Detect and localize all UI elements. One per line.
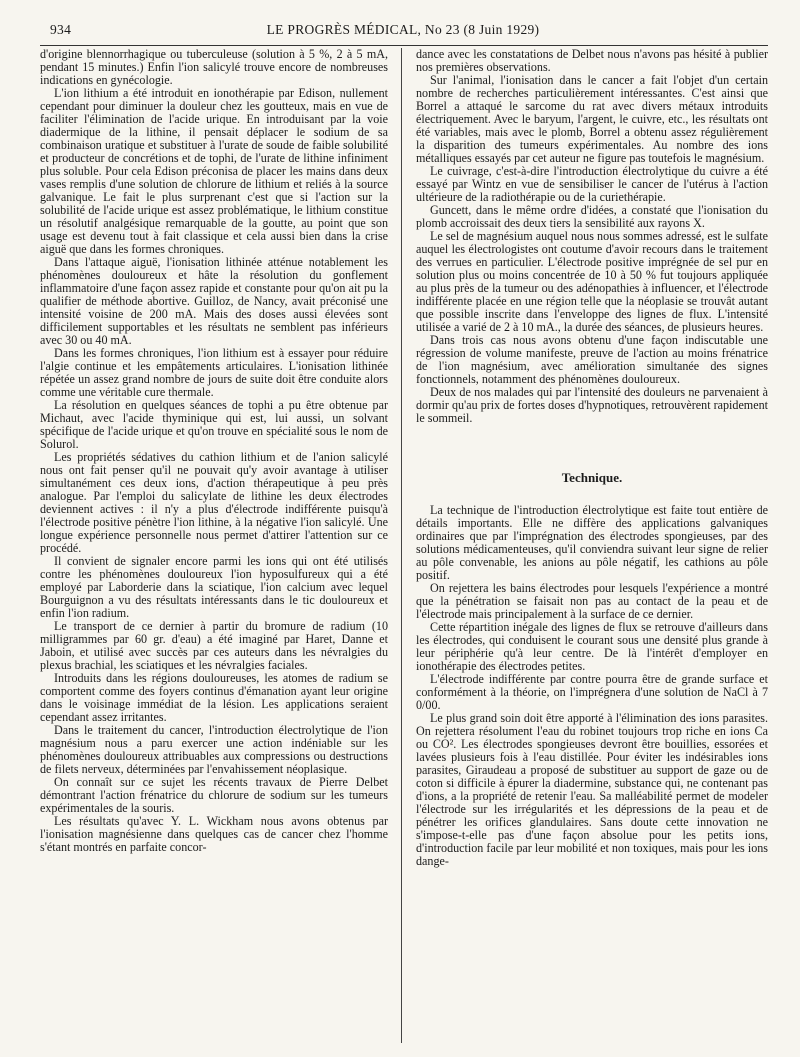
right-column — [416, 48, 768, 1043]
section-heading: Technique. — [561, 470, 623, 485]
journal-title: LE PROGRÈS MÉDICAL, No 23 (8 Juin 1929) — [266, 22, 540, 37]
paragraph: La résolution en quelques séances de tophi a pu être obtenue par Michaut, avec l'acide thyminique qui est, lui aussi, un solvant spécifique de l'acide urique et qu'on trouve en spécialité sous le nom de Solurol. — [40, 398, 388, 451]
paragraph: L'électrode indifférente par contre pourra être de grande surface et conformément à la théorie, on l'imprégnera d'une solution de NaCl à 7 0/00. — [416, 672, 768, 712]
paragraph: Les résultats qu'avec Y. L. Wickham nous avons obtenus par l'ionisation magnésienne dans quelques cas de cancer chez l'homme s'étant montrés en parfaite concor- — [40, 814, 388, 854]
paragraph: Cette répartition inégale des lignes de flux se retrouve d'ailleurs dans les électrodes, qui conduisent le courant sous une densité plus grande à leur périphérie qu'à leur centre. De là l'intérêt d'employer en ionothérapie des électrodes petites. — [416, 620, 768, 673]
left-column — [40, 48, 388, 1043]
paragraph: Sur l'animal, l'ionisation dans le cancer a fait l'objet d'un certain nombre de recherches particulièrement intéressantes. C'est ainsi que Borrel a attaqué le sarcome du rat avec divers métaux introduits électriquement. Avec le baryum, l'argent, le cuivre, etc., les résultats ont été variables, mais avec le plomb, Borrel a obtenu assez régulièrement la disparition des tumeurs expérimentales. Au nombre des ions métalliques essayés par cet auteur ne figure pas toutefois le magnésium. — [416, 73, 768, 165]
paragraph: On connaît sur ce sujet les récents travaux de Pierre Delbet démontrant l'action frénatrice du chlorure de sodium sur les tumeurs expérimentales de la souris. — [40, 775, 388, 815]
paragraph: Dans trois cas nous avons obtenu d'une façon indiscutable une régression de volume manifeste, preuve de l'action au moins frénatrice de l'ion magnésium, avec amélioration simultanée des signes fonctionnels, notamment des phénomènes douloureux. — [416, 333, 768, 386]
paragraph: Le cuivrage, c'est-à-dire l'introduction électrolytique du cuivre a été essayé par Wintz en vue de sensibiliser le cancer de l'utérus à l'action ultérieure de la radiothérapie ou de la curiethérapie. — [416, 164, 768, 204]
paragraph: Les propriétés sédatives du cathion lithium et de l'anion salicylé nous ont fait penser qu'il ne pouvait qu'y avoir avantage à utiliser simultanément ces deux ions, d'action thérapeutique à peu près analogue. Par l'emploi du salicylate de lithine les deux électrodes deviennent actives : il n'y a plus d'électrode indifférente puisqu'à l'électrode positive pénètre l'ion lithine, à la négative l'ion salicylé. Une longue expérience personnelle nous permet d'attirer l'attention sur ce procédé. — [40, 450, 388, 555]
paragraph: Dans l'attaque aiguë, l'ionisation lithinée atténue notablement les phénomènes douloureux et hâte la résolution du gonflement inflammatoire d'une façon assez rapide et constante pour qu'on ait pu la qualifier de méthode abortive. Guilloz, de Nancy, avait préconisé une intensité voisine de 200 mA. Mais des doses aussi élevées sont difficilement supportables et les résultats ne semblent pas inférieurs avec 30 ou 40 mA. — [40, 255, 388, 347]
paragraph: On rejettera les bains électrodes pour lesquels l'expérience a montré que la pénétration se faisait non pas au contact de la peau et de l'électrode mais principalement à la surface de ce dernier. — [416, 581, 768, 621]
paragraph: La technique de l'introduction électrolytique est faite tout entière de détails importants. Elle ne diffère des applications galvaniques ordinaires que par l'imprégnation des électrodes spongieuses, par des solutions médicamenteuses, qu'il conviendra suivant leur signe de relier au pôle convenable, les anions au pôle négatif, les cathions au pôle positif. — [416, 503, 768, 582]
header-rule — [40, 45, 768, 46]
paragraph: Dans les formes chroniques, l'ion lithium est à essayer pour réduire l'algie continue et les empâtements articulaires. L'ionisation lithinée répétée un assez grand nombre de jours de suite doit être conduite alors comme une véritable cure thermale. — [40, 346, 388, 399]
paragraph: L'ion lithium a été introduit en ionothérapie par Edison, nullement cependant pour diminuer la douleur chez les goutteux, mais en vue de faciliter l'élimination de l'acide urique. En introduisant par la voie diadermique de la lithine, il pensait déplacer le sodium de sa combinaison uratique et substituer à l'urate de soude de faible solubilité et producteur de concrétions et de tophi, de l'urate de lithine infiniment plus soluble. Pour cela Edison préconisa de placer les mains dans deux vases remplis d'une solution de chlorure de lithium et reliés à la source galvanique. Le fait le plus surprenant c'est que si l'action sur la solubilité de l'acide urique est assez problématique, le lithium constitue un résolutif analgésique remarquable de la goutte, au point que son usage est devenu tout à fait classique et cela aussi bien dans la crise aiguë que dans les formes chroniques. — [40, 86, 388, 256]
paragraph: Guncett, dans le même ordre d'idées, a constaté que l'ionisation du plomb accroissait des deux tiers la sensibilité aux rayons X. — [416, 203, 768, 230]
paragraph: Le sel de magnésium auquel nous nous sommes adressé, est le sulfate auquel les électrologistes ont coutume d'avoir recours dans le traitement des verrues en particulier. L'électrode positive imprégnée de sel pur en solution plus ou moins concentrée de 10 à 50 % fut toujours appliquée au plus près de la tumeur ou des adénopathies à influencer, et l'électrode indifférente placée en une région telle que la néoplasie se trouvât autant que possible inscrite dans l'enveloppe des lignes de flux. L'intensité utilisée a varié de 2 à 10 mA., la durée des séances, de plusieurs heures. — [416, 229, 768, 334]
paragraph: Introduits dans les régions douloureuses, les atomes de radium se comportent comme des foyers continus d'émanation ayant leur origine dans le voisinage immédiat de la lésion. Les applications seraient cependant assez irritantes. — [40, 671, 388, 724]
page-number: 934 — [50, 22, 72, 37]
paragraph: Le transport de ce dernier à partir du bromure de radium (10 milligrammes par 60 gr. d'eau) a été imaginé par Haret, Danne et Jaboin, et utilisé avec succès par ces auteurs dans les névralgies du plexus brachial, les sciatiques et les névralgies faciales. — [40, 619, 388, 672]
paragraph: d'origine blennorrhagique ou tuberculeuse (solution à 5 %, 2 à 5 mA, pendant 15 minutes.) Enfin l'ion salicylé trouve encore de nombreuses indications en gynécologie. — [40, 48, 388, 87]
column-divider — [401, 48, 402, 1043]
paragraph: Le plus grand soin doit être apporté à l'élimination des ions parasites. On rejettera résolument l'eau du robinet toujours trop riche en ions Ca ou CO². Les électrodes spongieuses devront être bouillies, essorées et lavées plusieurs fois à l'eau distillée. Pour éviter les indésirables ions parasites, Giraudeau a proposé de substituer au support de gaze ou de coton si difficile à épurer la diadermine, substance qui, ne contenant pas d'ions, a la propriété de retenir l'eau. Sa malléabilité permet de modeler l'électrode sur les irrégularités et les dépressions de la peau et de pénétrer les orifices glandulaires. Sans doute cette innovation ne s'impose-t-elle pas d'une façon absolue pour les petits ions, d'introduction facile par leur mobilité et non toxiques, mais pour les ions dange- — [416, 711, 768, 868]
paragraph: dance avec les constatations de Delbet nous n'avons pas hésité à publier nos premières observations. — [416, 48, 768, 74]
page-header — [36, 14, 770, 42]
paragraph: Deux de nos malades qui par l'intensité des douleurs ne parvenaient à dormir qu'au prix de fortes doses d'hypnotiques, retrouvèrent rapidement le sommeil. — [416, 385, 768, 425]
paragraph: Il convient de signaler encore parmi les ions qui ont été utilisés contre les phénomènes douloureux l'ion hyposulfureux qui a été employé par Laborderie dans la sciatique, l'ion calcium avec lequel Bourguignon a vu des résultats intéressants dans le tic douloureux et enfin l'ion radium. — [40, 554, 388, 620]
paragraph: Dans le traitement du cancer, l'introduction électrolytique de l'ion magnésium nous a paru exercer une action indéniable sur les phénomènes douloureux attribuables aux compressions ou destructions de filets nerveux, déterminées par l'envahissement néoplasique. — [40, 723, 388, 776]
